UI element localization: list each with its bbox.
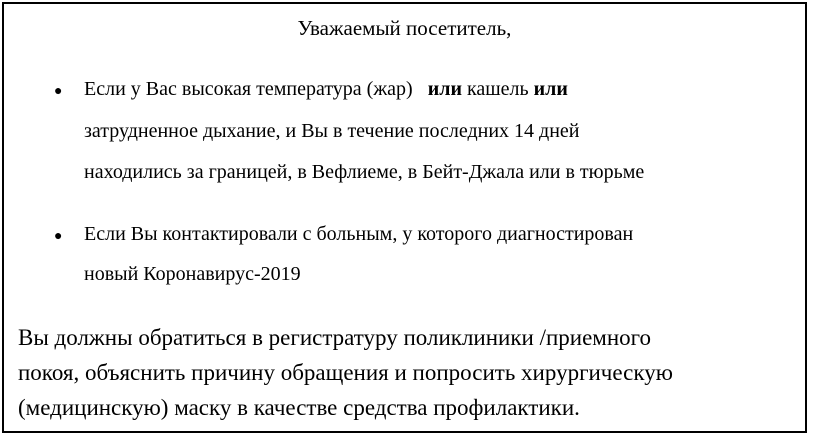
instructions-line-3: (медицинскую) маску в качестве средства профилактики. xyxy=(18,395,580,420)
condition-2-line-2: новый Коронавирус-2019 xyxy=(84,263,301,285)
instructions-paragraph xyxy=(18,320,798,425)
condition-1-or-1: или xyxy=(427,78,462,100)
greeting-heading: Уважаемый посетитель, xyxy=(297,16,512,40)
instructions-line-2: покоя, объяснить причину обращения и попросить хирургическую xyxy=(18,360,673,385)
condition-1-line-2: затрудненное дыхание, и Вы в течение последних 14 дней xyxy=(84,120,580,142)
condition-1-text-a: Если у Вас высокая температура (жар) xyxy=(84,78,413,100)
notice-box xyxy=(2,2,807,433)
condition-1-line-1 xyxy=(84,78,568,101)
condition-1-text-b: кашель xyxy=(466,78,529,100)
instructions-line-1: Вы должны обратиться в регистратуру поликлиники /приемного xyxy=(18,325,652,350)
bullet-icon: ● xyxy=(54,229,63,244)
bullet-icon: ● xyxy=(54,84,63,99)
condition-1-line-3: находились за границей, в Вефлиеме, в Бейт-Джала или в тюрьме xyxy=(84,161,645,183)
condition-1-or-2: или xyxy=(533,78,568,100)
condition-2-line-1: Если Вы контактировали с больным, у которого диагностирован xyxy=(84,223,634,245)
